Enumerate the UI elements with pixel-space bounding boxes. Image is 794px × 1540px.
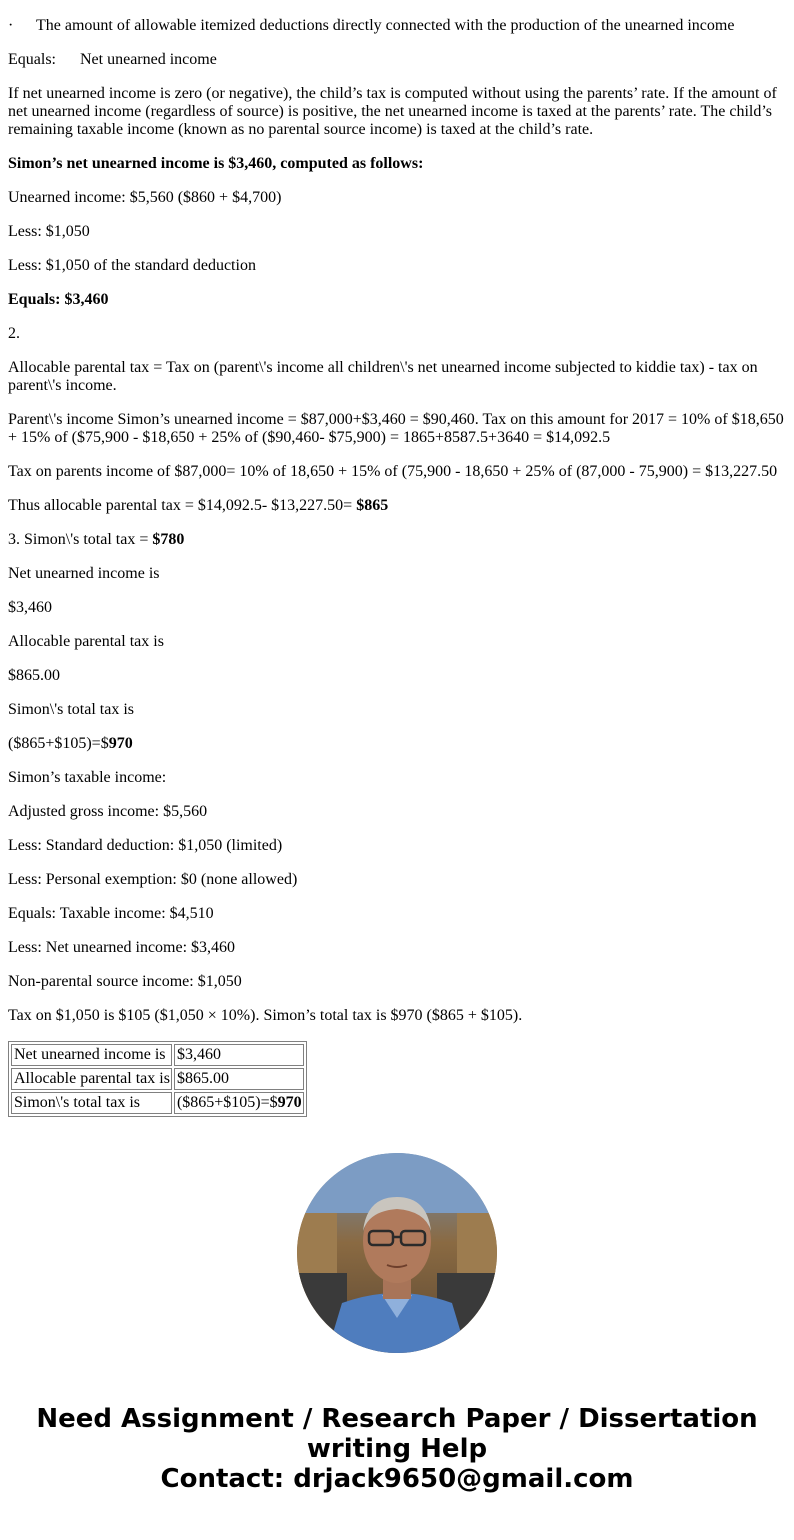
bullet-text: The amount of allowable itemized deductions directly connected with the production of the unearned income (36, 17, 735, 34)
table-cell-prefix: ($865+$105)=$ (176, 1094, 278, 1111)
net-unearned-result-text: Equals: $3,460 (8, 291, 109, 308)
author-portrait-icon (297, 1153, 497, 1353)
table-cell: Net unearned income is (11, 1044, 172, 1066)
allocable-label: Allocable parental tax is (8, 633, 164, 650)
part-2-number: 2. (8, 325, 20, 342)
agi-line: Adjusted gross income: $5,560 (8, 803, 208, 820)
less-standard-deduction-line: Less: $1,050 of the standard deduction (8, 257, 256, 274)
personal-exemption-line: Less: Personal exemption: $0 (none allowed) (8, 871, 298, 888)
net-unearned-value: $3,460 (8, 599, 52, 616)
total-tax-calc-prefix: ($865+$105)=$ (8, 735, 109, 752)
table-cell: Allocable parental tax is (11, 1068, 172, 1090)
tax-summary-line: Tax on $1,050 is $105 ($1,050 × 10%). Simon’s total tax is $970 ($865 + $105). (8, 1007, 523, 1024)
part-3-value: $780 (152, 531, 185, 548)
bullet-symbol: · (8, 17, 14, 34)
table-cell: $865.00 (174, 1068, 304, 1090)
taxable-heading: Simon’s taxable income: (8, 769, 167, 786)
allocable-result (8, 497, 786, 515)
author-avatar (297, 1153, 497, 1353)
table-row (11, 1044, 304, 1066)
net-unearned-heading-text: Simon’s net unearned income is $3,460, computed as follows: (8, 155, 424, 172)
table-row (11, 1092, 304, 1114)
allocable-result-prefix: Thus allocable parental tax = $14,092.5- $13,227.50= (8, 497, 357, 514)
summary-table (8, 1041, 307, 1117)
footer-contact: Contact: drjack9650@gmail.com (160, 1464, 634, 1494)
unearned-income-line: Unearned income: $5,560 ($860 + $4,700) (8, 189, 282, 206)
table-row (11, 1068, 304, 1090)
allocable-value: $865.00 (8, 667, 60, 684)
allocable-formula: Allocable parental tax = Tax on (parent\'s income all children\'s net unearned income subjected to kiddie tax) - tax on parent\'s income. (8, 359, 758, 394)
table-cell: $3,460 (174, 1044, 304, 1066)
table-cell: Simon\'s total tax is (11, 1092, 172, 1114)
net-unearned-heading (8, 155, 786, 173)
footer-line-1: Need Assignment / Research Paper / Dissertation (36, 1404, 758, 1434)
equals-text: Net unearned income (80, 51, 217, 68)
part-3-total (8, 531, 786, 549)
footer-banner (0, 1404, 794, 1494)
less-line: Less: $1,050 (8, 223, 90, 240)
taxable-income-line: Equals: Taxable income: $4,510 (8, 905, 214, 922)
parent-only-tax: Tax on parents income of $87,000= 10% of 18,650 + 15% of (75,900 - 18,650 + 25% of (87,000 - 75,900) = $13,227.50 (8, 463, 778, 480)
table-cell (174, 1092, 304, 1114)
footer-line-2: writing Help (306, 1434, 488, 1464)
explanation-paragraph: If net unearned income is zero (or negative), the child’s tax is computed without using the parents’ rate. If the amount of net unearned income (regardless of source) is positive, the net unearned income is taxed at the parents’ rate. The child’s remaining taxable income (known as no parental source income) is taxed at the child’s rate. (8, 85, 777, 138)
non-parental-line: Non-parental source income: $1,050 (8, 973, 242, 990)
total-tax-label: Simon\'s total tax is (8, 701, 134, 718)
standard-deduction-line: Less: Standard deduction: $1,050 (limited) (8, 837, 283, 854)
total-tax-calc-value: 970 (108, 735, 133, 752)
total-tax-calc (8, 735, 786, 753)
table-cell-bold: 970 (277, 1094, 302, 1111)
equals-label: Equals: (8, 51, 56, 68)
bullet-line (8, 17, 786, 35)
part-3-prefix: 3. Simon\'s total tax = (8, 531, 153, 548)
less-net-unearned-line: Less: Net unearned income: $3,460 (8, 939, 236, 956)
allocable-result-value: $865 (356, 497, 389, 514)
equals-line (8, 51, 786, 69)
net-unearned-label: Net unearned income is (8, 565, 160, 582)
net-unearned-result (8, 291, 786, 309)
document-body (0, 17, 794, 1117)
parent-plus-child-tax: Parent\'s income Simon’s unearned income = $87,000+$3,460 = $90,460. Tax on this amount for 2017 = 10% of $18,650 + 15% of ($75,900 - $18,650 + 25% of ($90,460- $75,900) = 1865+8587.5+3640 = $14,092.5 (8, 411, 784, 446)
